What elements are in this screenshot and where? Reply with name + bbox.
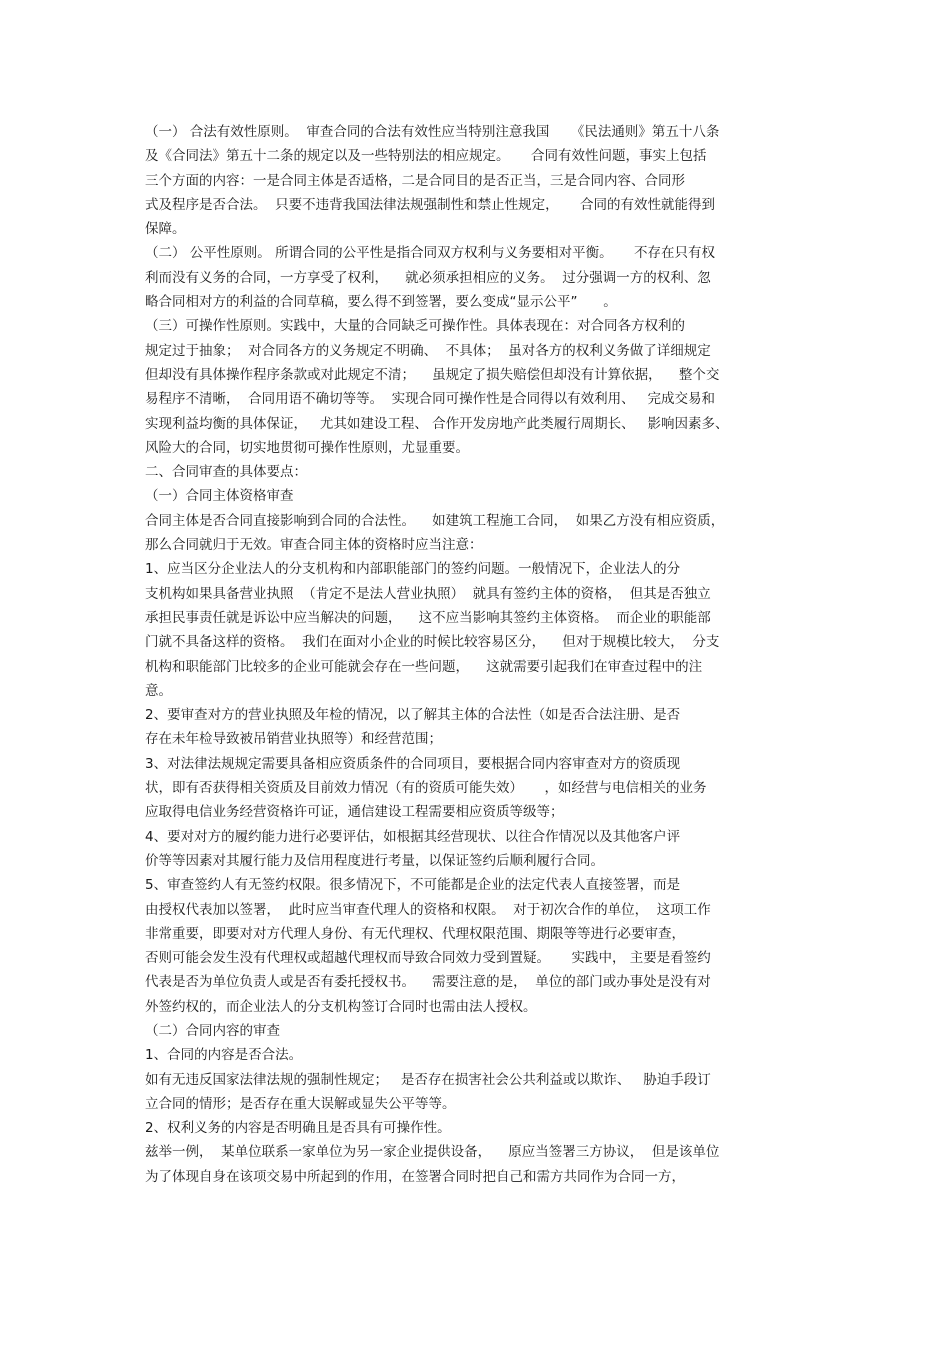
text-line: 合同主体是否合同直接影响到合同的合法性。 如建筑工程施工合同， 如果乙方没有相应资质， <box>145 512 725 529</box>
text-line: 1、应当区分企业法人的分支机构和内部职能部门的签约问题。一般情况下，企业法人的分 <box>145 561 681 578</box>
text-line: 如有无违反国家法律法规的强制性规定； 是否存在损害社会公共利益或以欺诈、 胁迫手段订 <box>145 1071 711 1088</box>
text-line: 3、对法律法规规定需要具备相应资质条件的合同项目，要根据合同内容审查对方的资质现 <box>145 755 681 772</box>
text-line: 由授权代表加以签署， 此时应当审查代理人的资格和权限。 对于初次合作的单位， 这项工作 <box>145 901 711 918</box>
text-line: 略合同相对方的利益的合同草稿，要么得不到签署，要么变成“显示公平” 。 <box>145 294 617 311</box>
text-line: 外签约权的，而企业法人的分支机构签订合同时也需由法人授权。 <box>145 998 537 1015</box>
text-line: 式及程序是否合法。 只要不违背我国法律法规强制性和禁止性规定， 合同的有效性就能得到 <box>145 196 716 213</box>
text-line: 易程序不清晰， 合同用语不确切等等。 实现合同可操作性是合同得以有效利用、 完成交易和 <box>145 391 716 408</box>
text-line: （二） 公平性原则。 所谓合同的公平性是指合同双方权利与义务要相对平衡。 不存在只有权 <box>145 245 716 262</box>
text-line: 三个方面的内容：一是合同主体是否适格，二是合同目的是否正当，三是合同内容、合同形 <box>145 172 685 189</box>
text-line: 2、权利义务的内容是否明确且是否具有可操作性。 <box>145 1120 451 1137</box>
text-line: 否则可能会发生没有代理权或超越代理权而导致合同效力受到置疑。 实践中， 主要是看签约 <box>145 950 711 967</box>
section-heading: 二、合同审查的具体要点： <box>145 464 307 481</box>
text-line: 意。 <box>145 682 172 699</box>
text-line: 1、合同的内容是否合法。 <box>145 1047 303 1064</box>
text-line: 及《合同法》第五十二条的规定以及一些特别法的相应规定。 合同有效性问题，事实上包括 <box>145 148 707 165</box>
text-line: 状，即有否获得相关资质及目前效力情况（有的资质可能失效） ，如经营与电信相关的业务 <box>145 780 707 797</box>
text-line: 那么合同就归于无效。审查合同主体的资格时应当注意： <box>145 537 483 554</box>
text-line: 利而没有义务的合同，一方享受了权利， 就必须承担相应的义务。 过分强调一方的权利、忽 <box>145 269 711 286</box>
text-line: 应取得电信业务经营资格许可证，通信建设工程需要相应资质等级等； <box>145 804 564 821</box>
subsection-heading: （一）合同主体资格审查 <box>145 488 294 505</box>
text-line: 存在未年检导致被吊销营业执照等）和经营范围； <box>145 731 442 748</box>
text-line: 规定过于抽象； 对合同各方的义务规定不明确、 不具体； 虽对各方的权利义务做了详细规定 <box>145 342 711 359</box>
text-line: 支机构如果具备营业执照 （肯定不是法人营业执照） 就具有签约主体的资格， 但其是否独立 <box>145 585 711 602</box>
text-line: 但却没有具体操作程序条款或对此规定不清； 虽规定了损失赔偿但却没有计算依据， 整个交 <box>145 366 720 383</box>
subsection-heading: （二）合同内容的审查 <box>145 1022 280 1039</box>
text-line: 机构和职能部门比较多的企业可能就会存在一些问题， 这就需要引起我们在审查过程中的注 <box>145 658 703 675</box>
text-line: 门就不具备这样的资格。 我们在面对小企业的时候比较容易区分， 但对于规模比较大， 分支 <box>145 634 720 651</box>
text-line: （三）可操作性原则。实践中，大量的合同缺乏可操作性。具体表现在：对合同各方权利的 <box>145 318 685 335</box>
text-line: 立合同的情形；是否存在重大误解或显失公平等等。 <box>145 1095 456 1112</box>
text-line: 兹举一例， 某单位联系一家单位为另一家企业提供设备， 原应当签署三方协议， 但是该单位 <box>145 1144 720 1161</box>
text-line: 风险大的合同，切实地贯彻可操作性原则，尤显重要。 <box>145 439 469 456</box>
text-line: 5、审查签约人有无签约权限。很多情况下，不可能都是企业的法定代表人直接签署，而是 <box>145 877 681 894</box>
text-line: 为了体现自身在该项交易中所起到的作用，在签署合同时把自己和需方共同作为合同一方， <box>145 1168 685 1185</box>
text-line: 4、要对对方的履约能力进行必要评估，如根据其经营现状、以往合作情况以及其他客户评 <box>145 828 681 845</box>
text-line: （一） 合法有效性原则。 审查合同的合法有效性应当特别注意我国 《民法通则》第五十八条 <box>145 124 720 140</box>
document-body <box>145 120 805 1189</box>
text-line: 代表是否为单位负责人或是否有委托授权书。 需要注意的是， 单位的部门或办事处是没有对 <box>145 974 711 991</box>
text-line: 非常重要，即要对对方代理人身份、有无代理权、代理权限范围、期限等等进行必要审查， <box>145 925 685 942</box>
text-line: 保障。 <box>145 221 186 238</box>
text-line: 实现利益均衡的具体保证， 尤其如建设工程、 合作开发房地产此类履行周期长、 影响因素多、 <box>145 415 729 432</box>
text-line: 2、要审查对方的营业执照及年检的情况，以了解其主体的合法性（如是否合法注册、是否 <box>145 707 681 724</box>
text-line: 承担民事责任就是诉讼中应当解决的问题， 这不应当影响其签约主体资格。 而企业的职能部 <box>145 609 711 626</box>
text-line: 价等等因素对其履行能力及信用程度进行考量，以保证签约后顺利履行合同。 <box>145 852 604 869</box>
